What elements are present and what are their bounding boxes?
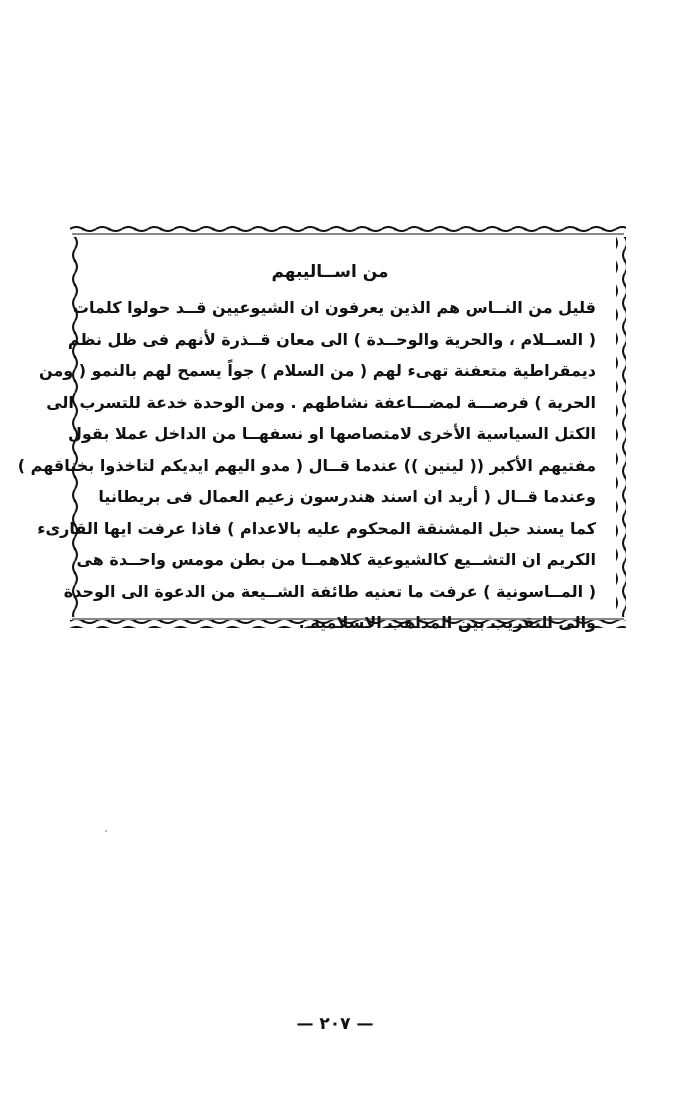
- page-number: — ٢٠٧ —: [296, 1014, 374, 1034]
- text-line: الكريم ان التشــيع كالشيوعية كلاهمــا من بطن مومس واحــدة هى: [76, 550, 596, 569]
- text-line: كما يسند حبل المشنقة المحكوم عليه بالاعدام ) فاذا عرفت ايها القارىء: [37, 518, 596, 538]
- body-paragraph: [17, 292, 596, 639]
- text-line: ديمقراطية متعفنة تهىء لهم ( من السلام ) جواً يسمح لهم بالنمو ( ومن: [38, 361, 596, 380]
- text-line: الحرية ) فرصـــة لمضـــاعفة نشاطهم . ومن الوحدة خدعة للتسرب الى: [46, 392, 596, 412]
- text-line-last: والى التقريب بين المذاهب الاسلامية .: [298, 613, 596, 632]
- text-line: وعندما قــال ( أريد ان اسند هندرسون زعيم العمال فى بريطانيا: [98, 487, 596, 506]
- text-line: قليل من النــاس هم الذين يعرفون ان الشيوعيين قــد حولوا كلمات: [72, 298, 596, 317]
- scan-speck: [105, 830, 107, 832]
- text-line: الكتل السياسية الأخرى لامتصاصها او نسفهــا من الداخل عملا بقول: [67, 424, 596, 443]
- text-line: مفتيهم الأكبر (( لينين )) عندما قــال ( مدو اليهم ايديكم لتاخذوا بخناقهم ): [17, 455, 596, 475]
- framed-text-block: [17, 258, 596, 639]
- text-line: ( المــاسونية ) عرفت ما تعنيه طائفة الشــيعة من الدعوة الى الوحدة: [63, 581, 596, 601]
- text-line: ( الســلام ، والحرية والوحــدة ) الى معان قــذرة لأنهم فى ظل نظم: [67, 329, 596, 349]
- section-heading: من اســاليبهم: [271, 262, 389, 282]
